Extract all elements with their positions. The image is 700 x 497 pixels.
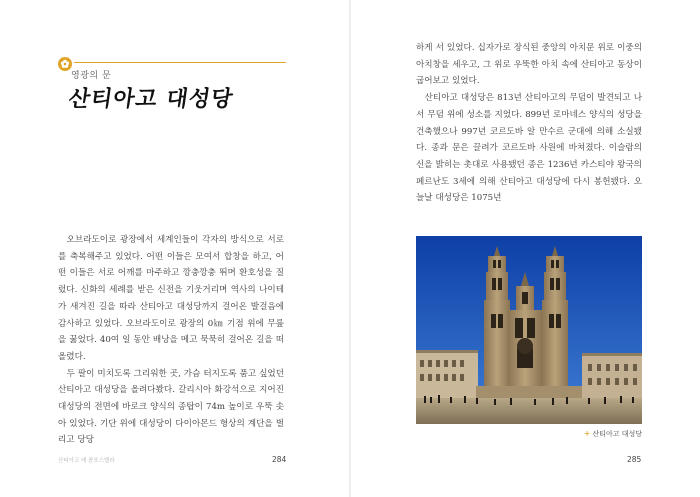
page-number-right: 285 [627, 455, 642, 464]
page-number-left: 284 [272, 455, 287, 464]
section-subtitle: 영광의 문 [71, 71, 112, 81]
paragraph: 산티아고 대성당은 813년 산티아고의 무덤이 발견되고 나서 무덤 위에 성소를 지었다. 899년 로마네스 양식의 성당을 건축했으나 997년 코르도바 알 만수르 군대에 의해 소실됐다. 종과 문은 끌려가 코르도바 사원에 바쳐졌다. 이슬람의 신을 밝히는 촛대로 사용됐던 종은 1236년 카스티야 왕국의 페르난도 3세에 의해 산티아고 대성당에 다시 봉헌됐다. 오늘날 대성당은 1075년 [416, 93, 642, 204]
cathedral-photo [416, 236, 642, 424]
running-footer: 산티아고 데 콤포스텔라 [58, 458, 115, 464]
chapter-title: 산티아고 대성당 [66, 87, 235, 112]
photo-caption [416, 429, 642, 439]
paragraph: 하게 서 있었다. 십자가로 장식된 중앙의 아치문 위로 이중의 아치창을 세우고, 그 위로 우뚝한 아치 속에 산티아고 동상이 굽어보고 있었다. [416, 43, 642, 87]
right-body-text [416, 40, 642, 207]
flower-icon [58, 56, 72, 70]
plus-icon: + [583, 429, 591, 438]
photo-caption-text: 산티아고 대성당 [592, 430, 642, 438]
left-body-text [58, 232, 284, 449]
paragraph: 두 팔이 미치도록 그리워한 곳, 가슴 터지도록 품고 싶었던 산티아고 대성당을 올려다봤다. 갈리시아 화강석으로 지어진 대성당의 전면에 바로크 양식의 종탑이 74m 높이로 우뚝 솟아 있었다. 기단 위에 대성당이 다이아몬드 형상의 계단을 벌리고 당당 [58, 368, 284, 446]
paragraph: 오브라도이로 광장에서 세계인들이 각자의 방식으로 서로를 축복해주고 있었다. 어떤 이들은 모여서 합창을 하고, 어떤 이들은 서로 어깨를 마주하고 깡충깡충 뛰며 환호성을 질렀다. 신화의 세례를 받은 신전을 기웃거리며 역사의 나이테가 새겨진 길을 따라 산티아고 대성당까지 걸어온 발걸음에 감사하고 있었다. 오브라도이로 광장의 0㎞ 기점 위에 무릎을 꿇었다. 40여 일 동안 배낭을 메고 묵묵히 걸어온 길을 떠올렸다. [58, 235, 284, 362]
header-rule [74, 62, 286, 63]
